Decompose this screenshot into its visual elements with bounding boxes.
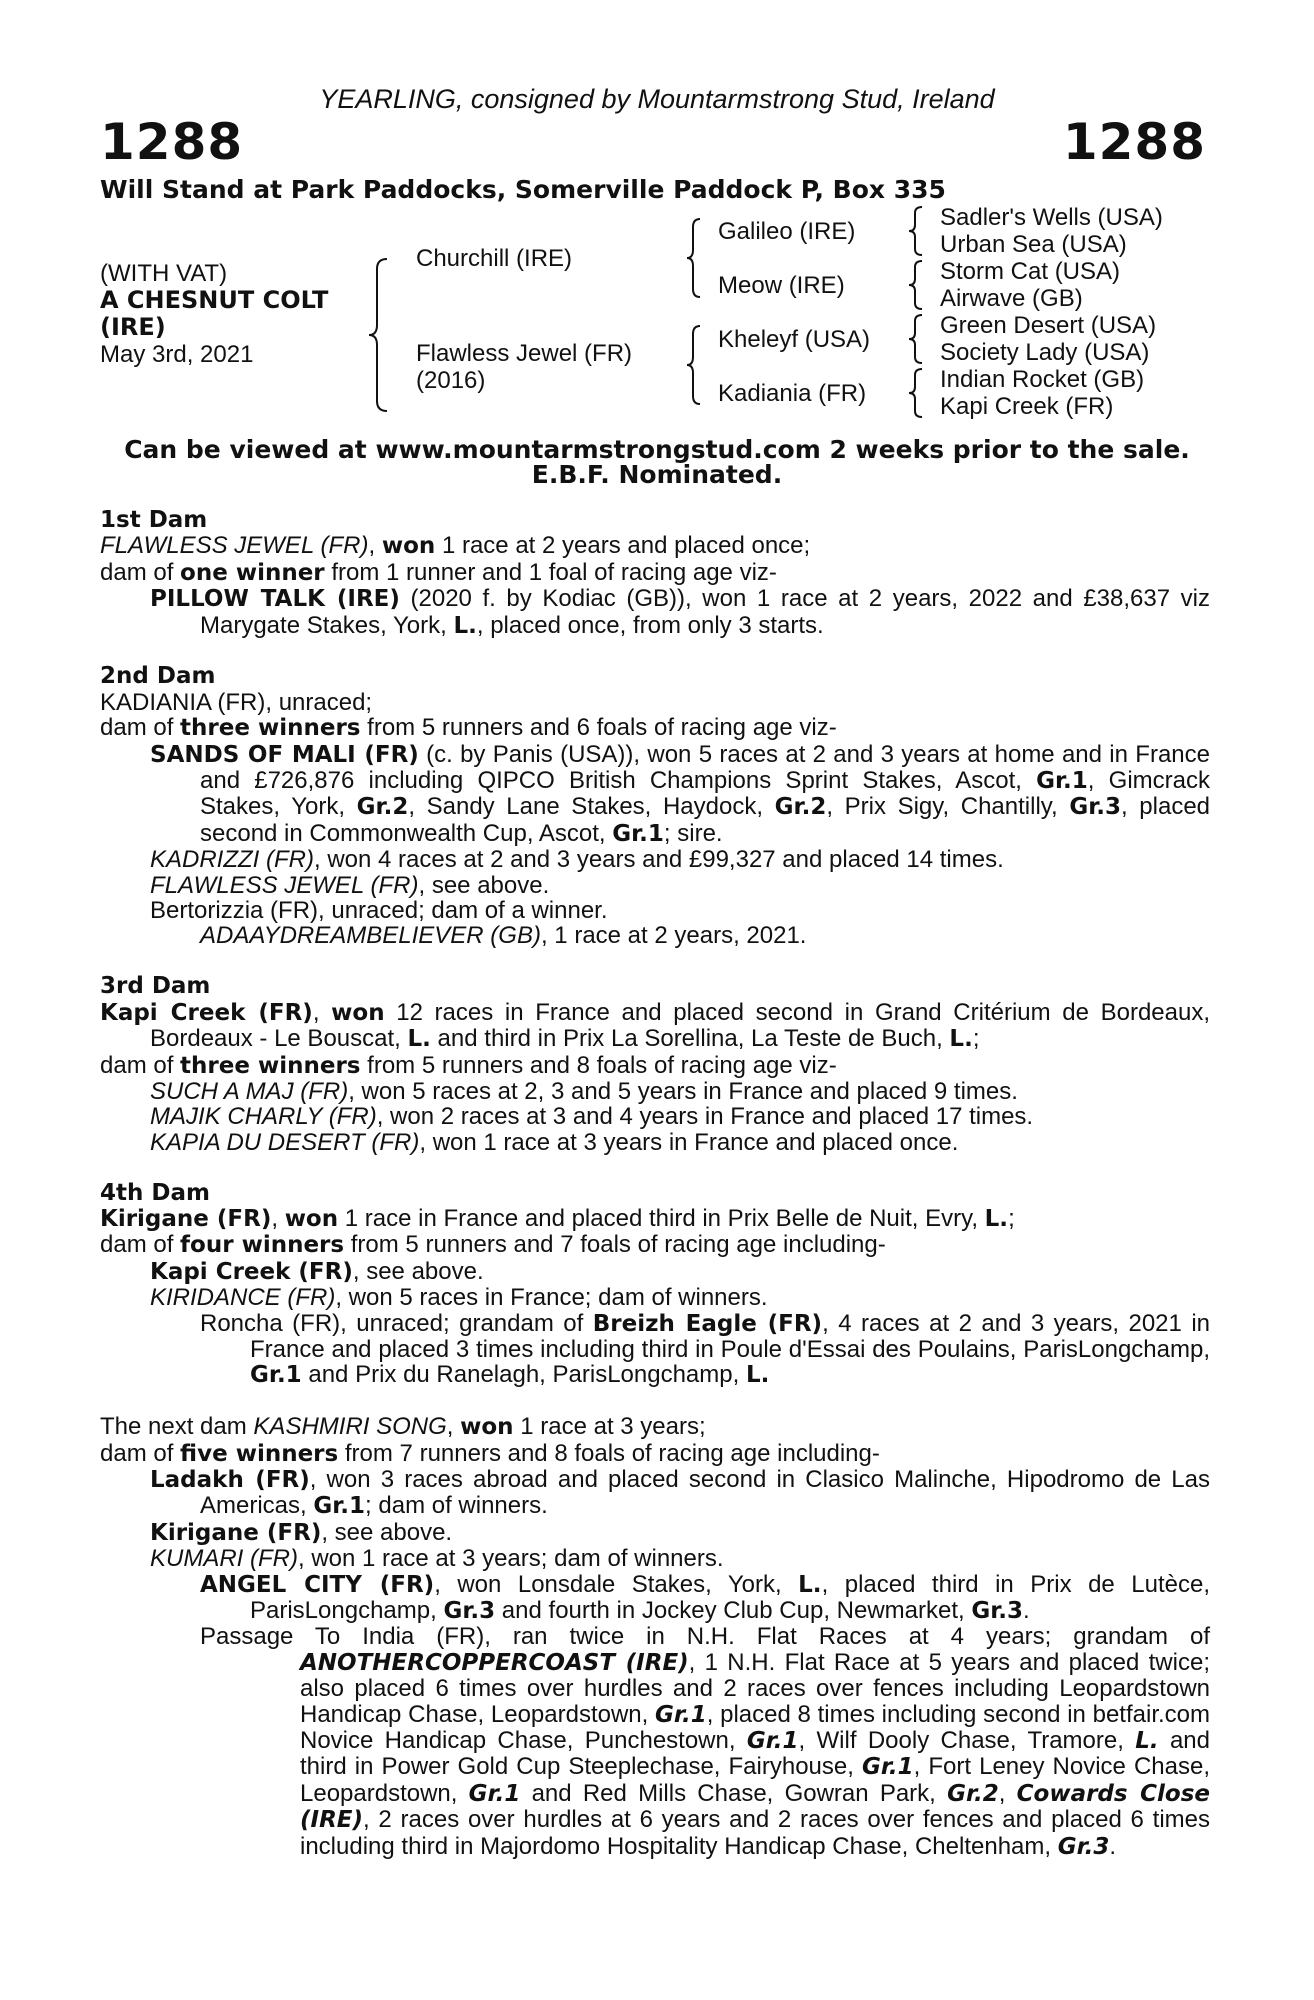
fourth-dam-winner-2: KIRIDANCE (FR), won 5 races in France; dam of winners.	[150, 1284, 768, 1312]
grandsire-2: Kheleyf (USA)	[718, 326, 871, 353]
first-dam-heading: 1st Dam	[100, 507, 208, 533]
first-dam-line: FLAWLESS JEWEL (FR), won 1 race at 2 years and placed once;	[100, 532, 811, 560]
next-dam-winner-2: Kirigane (FR), see above.	[150, 1518, 453, 1546]
gen3-ancestor-6: Society Lady (USA)	[940, 339, 1150, 366]
next-dam-great-grandproduce: ANOTHERCOPPERCOAST (IRE), 1 N.H. Flat Race at 5 years and placed twice; also placed 6 times over hurdles and 2 races over fences including Leopardstown Handicap Chase, Leopardstown, Gr.1, placed 8 times including second in betfair.com Novice Handicap Chase, Punchestown, Gr.1, Wilf Dooly Chase, Tramore, L. and third in Power Gold Cup Steeplechase, Fairyhouse, Gr.1, Fort Leney Novice Chase, Leopardstown, Gr.1 and Red Mills Chase, Gowran Park, Gr.2, Cowards Close (IRE), 2 races over hurdles at 6 years and 2 races over fences and placed 6 times including third in Majordomo Hospitality Handicap Chase, Cheltenham, Gr.3.	[300, 1648, 1211, 1860]
third-dam-produce-line: dam of three winners from 5 runners and 8 foals of racing age viz-	[100, 1051, 837, 1079]
second-dam-grandproduce: ADAAYDREAMBELIEVER (GB), 1 race at 2 years, 2021.	[200, 922, 807, 950]
brace-sire-parents	[684, 216, 706, 300]
gen3-ancestor-5: Green Desert (USA)	[940, 312, 1157, 339]
vat-note: (WITH VAT)	[100, 260, 228, 287]
consignor-line: YEARLING, consigned by Mountarmstrong Stud, Ireland	[319, 84, 995, 114]
second-dam-produce-line: dam of three winners from 5 runners and 6 foals of racing age viz-	[100, 714, 837, 742]
grandsire-1: Galileo (IRE)	[718, 218, 856, 245]
dam-name-line1: Flawless Jewel (FR)	[416, 340, 633, 367]
second-dam-winner-2: KADRIZZI (FR), won 4 races at 2 and 3 years and £99,327 and placed 14 times.	[150, 846, 1004, 874]
foaling-date: May 3rd, 2021	[100, 341, 254, 368]
next-dam-produce-line: dam of five winners from 7 runners and 8 foals of racing age including-	[100, 1439, 880, 1467]
gen3-ancestor-7: Indian Rocket (GB)	[940, 366, 1145, 393]
fourth-dam-runner: Roncha (FR), unraced; grandam of Breizh Eagle (FR), 4 races at 2 and 3 years, 2021 in France and placed 3 times including third in Poule d'Essai des Poulains, ParisLongchamp, Gr.1 and Prix du Ranelagh, ParisLongchamp, L.	[200, 1309, 1210, 1389]
gen3-ancestor-8: Kapi Creek (FR)	[940, 393, 1114, 420]
second-dam-winner-3: FLAWLESS JEWEL (FR), see above.	[150, 871, 550, 899]
third-dam-winner-1: SUCH A MAJ (FR), won 5 races at 2, 3 and 5 years in France and placed 9 times.	[150, 1077, 1018, 1105]
third-dam-heading: 3rd Dam	[100, 973, 211, 1000]
lot-number-right: 1288	[1062, 113, 1206, 171]
second-dam-heading: 2nd Dam	[100, 663, 216, 690]
fourth-dam-winner-1: Kapi Creek (FR), see above.	[150, 1257, 484, 1285]
lot-number-left: 1288	[100, 113, 244, 171]
stand-location: Will Stand at Park Paddocks, Somerville Paddock P, Box 335	[100, 175, 946, 204]
next-dam-grandproduce-2: Passage To India (FR), ran twice in N.H. Flat Races at 4 years; grandam of	[200, 1623, 1210, 1651]
gen3-ancestor-3: Storm Cat (USA)	[940, 258, 1121, 285]
viewing-note: Can be viewed at www.mountarmstrongstud.com 2 weeks prior to the sale.	[124, 435, 1190, 464]
horse-name-line2: (IRE)	[100, 313, 166, 341]
brace-gen3-2	[906, 258, 928, 312]
ebf-note: E.B.F. Nominated.	[531, 460, 783, 489]
horse-name-line1: A CHESNUT COLT	[100, 286, 329, 314]
granddam-2: Kadiania (FR)	[718, 380, 867, 407]
catalogue-body	[100, 508, 1210, 1860]
brace-gen3-1	[906, 204, 928, 258]
fourth-dam-produce-line: dam of four winners from 5 runners and 7 foals of racing age including-	[100, 1231, 886, 1259]
fourth-dam-line: Kirigane (FR), won 1 race in France and placed third in Prix Belle de Nuit, Evry, L.;	[100, 1204, 1015, 1232]
third-dam-winner-3: KAPIA DU DESERT (FR), won 1 race at 3 years in France and placed once.	[150, 1128, 959, 1156]
brace-gen3-3	[906, 312, 928, 366]
brace-dam-parents	[684, 323, 706, 407]
first-dam-produce-line: dam of one winner from 1 runner and 1 foal of racing age viz-	[100, 558, 777, 586]
granddam-1: Meow (IRE)	[718, 272, 845, 299]
second-dam-line: KADIANIA (FR), unraced;	[100, 688, 373, 716]
next-dam-winner-1: Ladakh (FR), won 3 races abroad and placed second in Clasico Malinche, Hipodromo de Las Americas, Gr.1; dam of winners.	[150, 1465, 1210, 1520]
next-dam-line: The next dam KASHMIRI SONG, won 1 race at 3 years;	[100, 1413, 706, 1441]
dam-name-line2: (2016)	[416, 367, 486, 394]
third-dam-line: Kapi Creek (FR), won 12 races in France and placed second in Grand Critérium de Bordeaux, Bordeaux - Le Bouscat, L. and third in Prix La Sorellina, La Teste de Buch, L.;	[100, 998, 1211, 1053]
first-dam-winner: PILLOW TALK (IRE) (2020 f. by Kodiac (GB)), won 1 race at 2 years, 2022 and £38,637 viz Marygate Stakes, York, L., placed once, from only 3 starts.	[150, 585, 1211, 639]
next-dam-winner-3: KUMARI (FR), won 1 race at 3 years; dam of winners.	[150, 1545, 724, 1573]
gen3-ancestor-2: Urban Sea (USA)	[940, 231, 1127, 258]
second-dam-runner: Bertorizzia (FR), unraced; dam of a winner.	[150, 897, 608, 925]
gen3-ancestor-1: Sadler's Wells (USA)	[940, 204, 1163, 231]
second-dam-winner-1: SANDS OF MALI (FR) (c. by Panis (USA)), won 5 races at 2 and 3 years at home and in France and £726,876 including QIPCO British Champions Sprint Stakes, Ascot, Gr.1, Gimcrack Stakes, York, Gr.2, Sandy Lane Stakes, Haydock, Gr.2, Prix Sigy, Chantilly, Gr.3, placed second in Commonwealth Cup, Ascot, Gr.1; sire.	[150, 740, 1211, 847]
sire-name: Churchill (IRE)	[416, 245, 573, 272]
fourth-dam-heading: 4th Dam	[100, 1179, 210, 1206]
gen3-ancestor-4: Airwave (GB)	[940, 285, 1083, 312]
next-dam-grandproduce-1: ANGEL CITY (FR), won Lonsdale Stakes, York, L., placed third in Prix de Lutèce, ParisLongchamp, Gr.3 and fourth in Jockey Club Cup, Newmarket, Gr.3.	[200, 1570, 1210, 1624]
third-dam-winner-2: MAJIK CHARLY (FR), won 2 races at 3 and 4 years in France and placed 17 times.	[150, 1103, 1034, 1131]
brace-gen3-4	[906, 366, 928, 420]
brace-sire-dam	[365, 255, 395, 415]
